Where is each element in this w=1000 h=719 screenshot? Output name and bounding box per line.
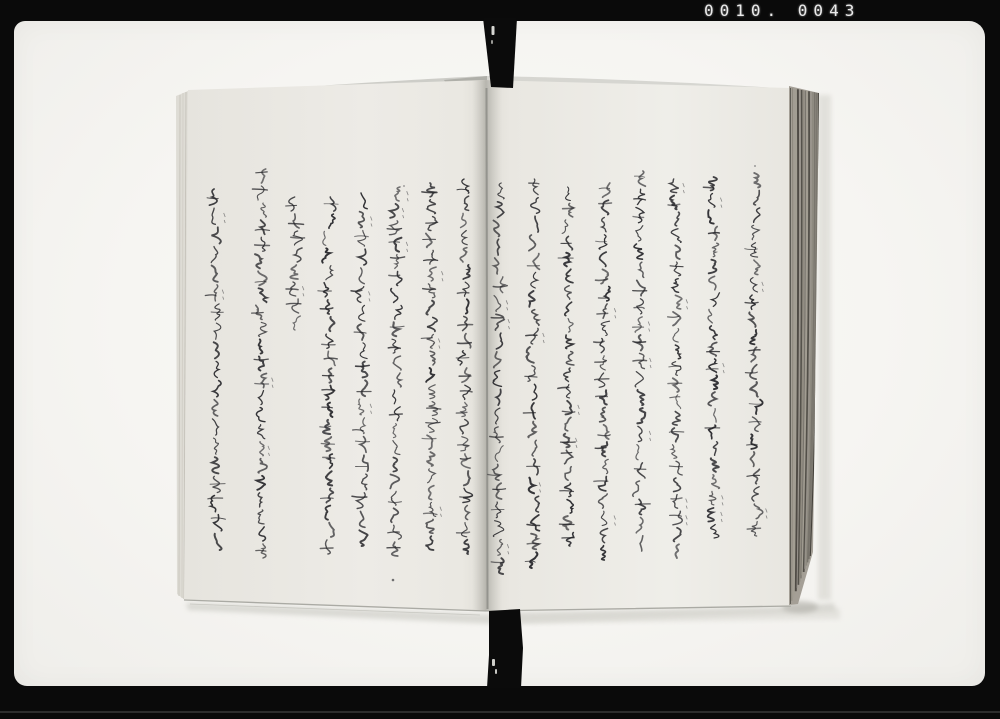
tape-speck: [491, 40, 493, 44]
binding-tape-bottom: [487, 609, 523, 688]
frame-scanline: [0, 711, 1000, 713]
tape-speck: [492, 659, 495, 666]
ink-speck: [392, 579, 395, 582]
frame-counter: 0010. 0043: [704, 1, 861, 20]
ink-speck: [403, 185, 405, 187]
tape-speck: [495, 669, 497, 674]
crease-shade-left: [472, 80, 486, 611]
center-crease: [487, 88, 488, 609]
ink-speck: [754, 165, 756, 167]
left-page: [184, 80, 486, 611]
tape-speck: [492, 26, 495, 35]
fore-edge-shadow: [818, 95, 831, 600]
crease-shade-right: [486, 80, 502, 611]
